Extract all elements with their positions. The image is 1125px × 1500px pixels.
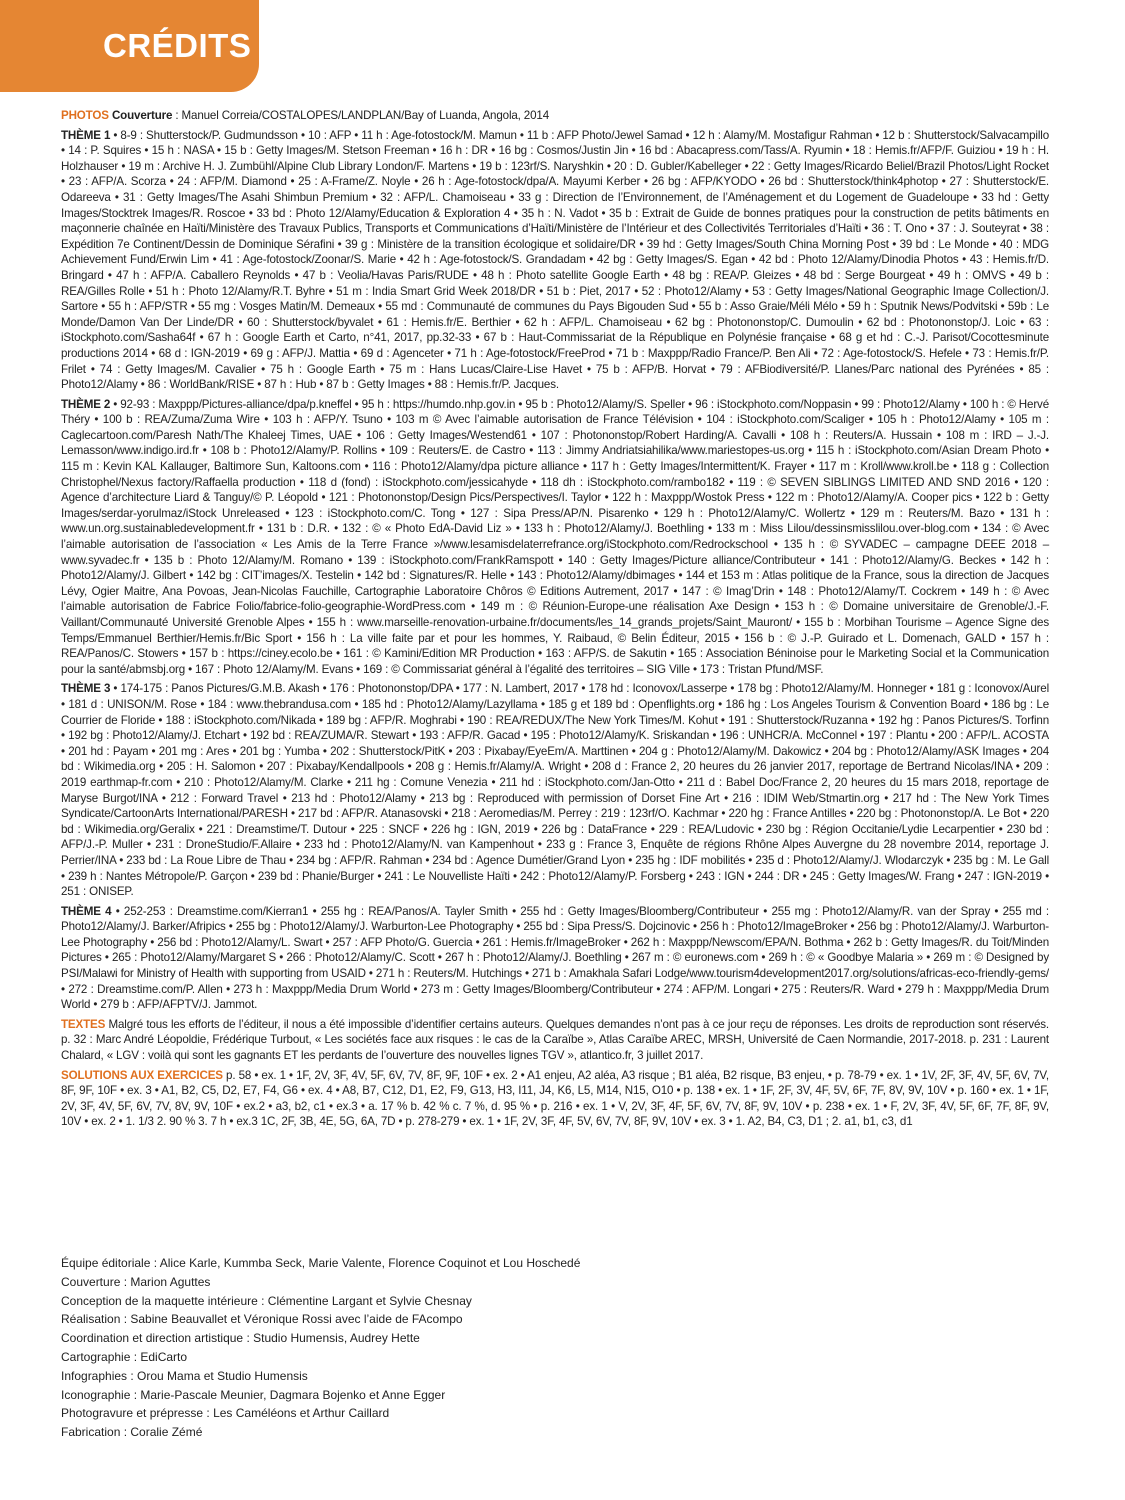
page-title: CRÉDITS xyxy=(103,27,252,64)
theme-4-text: • 252-253 : Dreamstime.com/Kierran1 • 255 hg : REA/Panos/A. Tayler Smith • 255 hd : Getty Images/Bloomberg/Contributeur • 255 mg : Photo12/Alamy/R. van der Spray • 255 md : Photo12/Alamy/J. Barker/Afripics • 255 bg : Photo12/Alamy/J. Warburton-Lee Photography • 255 bd : Sipa Press/S. Dojcinovic • 256 h : Photo12/ImageBroker • 256 bg : Photo12/Alamy/J. Warburton-Lee Photography • 256 bd : Photo12/Alamy/L. Swart • 257 : AFP Photo/G. Guercia • 261 : Hemis.fr/ImageBroker • 262 h : Maxppp/Newscom/EPA/N. Bothma • 262 b : Getty Images/R. du Toit/Minden Pictures • 265 : Photo12/Alamy/Margaret S • 266 : Photo12/Alamy/C. Scott • 267 h : Photo12/Alamy/J. Boethling • 267 m : © euronews.com • 269 h : © « Goodbye Malaria » • 269 m : © Designed by PSI/Malawi for Ministry of Health with supporting from USAID • 271 h : Reuters/M. Hutchings • 271 b : Amakhala Safari Lodge/www.tourism4development2017.org/solutions/africas-eco-friendly-gems/ • 272 : Dreamstime.com/P. Allen • 273 h : Maxppp/Media Drum World • 273 m : Getty Images/Bloomberg/Contributeur • 274 : AFP/M. Longari • 275 : Reuters/R. Ward • 279 h : Maxppp/Media Drum World • 279 b : AFP/AFPTV/J. Jammot. xyxy=(61,904,1049,1012)
theme-3-text: • 174-175 : Panos Pictures/G.M.B. Akash • 176 : Photononstop/DPA • 177 : N. Lambert, 2017 • 178 hd : Iconovox/Lasserpe • 178 bg : Photo12/Alamy/M. Honneger • 181 g : Iconovox/Aurel • 181 d : UNISON/M. Rose • 184 : www.thebrandusa.com • 185 hd : Photo12/Alamy/Lazyllama • 185 g et 189 bd : Openflights.org • 186 hg : Los Angeles Tourism & Convention Board • 186 bg : Le Courrier de Floride • 188 : iStockphoto.com/Nikada • 189 bg : AFP/R. Moghrabi • 190 : REA/REDUX/The New York Times/M. Kohut • 191 : Shutterstock/Ruzanna • 192 hg : Panos Pictures/S. Torfinn • 192 bg : Photo12/Alamy/J. Etchart • 192 bd : REA/ZUMA/R. Stewart • 193 : AFP/R. Gacad • 195 : Photo12/Alamy/K. Sriskandan • 196 : UNHCR/A. McConnel • 197 : Plantu • 200 : AFP/L. ACOSTA • 201 hd : Payam • 201 mg : Ares • 201 bg : Yumba • 202 : Shutterstock/PitK • 203 : Pixabay/EyeEm/A. Marttinen • 204 g : Photo12/Alamy/M. Dakowicz • 204 bg : Photo12/Alamy/ASK Images • 204 bd : Wikimedia.org • 205 : H. Salomon • 207 : Pixabay/Kendallpools • 208 g : Hemis.fr/Alamy/A. Wright • 208 d : France 2, 20 heures du 26 janvier 2017, reportage de Bertrand Nicolas/INA • 209 : 2019 earthmap-fr.com • 210 : Photo12/Alamy/M. Clarke • 211 hg : Comune Venezia • 211 hd : iStockphoto.com/Jan-Otto • 211 d : Babel Doc/France 2, 20 heures du 15 mars 2018, reportage de Maryse Burgot/INA • 212 : Forward Travel • 213 hd : Photo12/Alamy • 213 bg : Reproduced with permission of Dorset Fine Art • 216 : IDIM Web/Stmartin.org • 217 hd : The New York Times Syndicate/CartoonArts International/PARESH • 217 bd : AFP/R. Atanasovski • 218 : Aeromedias/M. Perrey : 219 : 123rf/O. Kachmar • 220 hg : France Antilles • 220 bg : Photononstop/A. Le Bot • 220 bd : Wikimedia.org/Geralix • 221 : Dreamstime/T. Dutour • 225 : SNCF • 226 hg : IGN, 2019 • 226 bg : DataFrance • 229 : REA/Ludovic • 230 bg : Région Occitanie/Lydie Lecarpentier • 230 bd : AFP/J.-P. Muller • 231 : DroneStudio/F.Allaire • 233 hd : Photo12/Alamy/N. van Kampenhout • 233 g : France 3, Enquête de régions Rhône Alpes Auvergne du 28 novembre 2014, reportage J. Perrier/INA • 233 bd : La Roue Libre de Thau • 234 bg : AFP/R. Rahman • 234 bd : Agence Dumétier/Grand Lyon • 235 hg : IDF mobilités • 235 d : Photo12/Alamy/J. Wlodarczyk • 235 bg : M. Le Gall • 239 h : Nantes Métropole/P. Garçon • 239 bd : Phanie/Burger • 241 : Le Nouvelliste Haïti • 242 : Photo12/Alamy/P. Forsberg • 243 : IGN • 244 : DR • 245 : Getty Images/W. Frang • 247 : IGN-2019 • 251 : ONISEP. xyxy=(61,682,1049,899)
theme-2-text: • 92-93 : Maxppp/Pictures-alliance/dpa/p.kneffel • 95 h : https://humdo.nhp.gov.in • 95 b : Photo12/Alamy/S. Speller • 96 : iStockphoto.com/Noppasin • 99 : Photo12/Alamy • 100 h : © Hervé Théry • 100 b : REA/Zuma/Zuma Wire • 103 h : AFP/Y. Tsuno • 103 m © Avec l’aimable autorisation de France Télévision • 104 : iStockphoto.com/Scaliger • 105 h : Photo12/Alamy • 105 m : Caglecartoon.com/Paresh Nath/The Khaleej Times, UAE • 106 : Getty Images/Westend61 • 107 : Photononstop/Robert Harding/A. Cavalli • 108 h : Reuters/A. Hussain • 108 m : IRD – J.-J. Lemasson/www.indigo.ird.fr • 108 b : Photo12/Alamy/P. Rollins • 109 : Reuters/E. de Castro • 113 : Jimmy Andriatsiahilika/www.mariestopes-us.org • 115 h : iStockphoto.com/Asian Dream Photo • 115 m : Kevin KAL Kallauger, Baltimore Sun, Kaltoons.com • 116 : Photo12/Alamy/dpa picture alliance • 117 h : Getty Images/Intermittent/K. Frayer • 117 m : Kroll/www.kroll.be • 118 g : Collection Christophel/Nexus factory/Raffaella production • 118 d (fond) : iStockphoto.com/jessicahyde • 118 dh : iStockphoto.com/rambo182 • 119 : © SEVEN SIBLINGS LIMITED AND SND 2016 • 120 : Agence d’architecture Liard & Tanguy/© P. Léopold • 121 : Photononstop/Design Pics/Perspectives/I. Taylor • 122 h : Maxppp/Wostok Press • 122 m : Photo12/Alamy/A. Cooper pics • 122 b : Getty Images/serdar-yorulmaz/iStock Unreleased • 123 : iStockphoto.com/C. Tong • 127 : Sipa Press/AP/N. Pisarenko • 129 h : Photo12/Alamy/C. Wollertz • 129 m : Reuters/M. Bazo • 131 h : www.un.org.sustainabledevelopment.fr • 131 b : D.R. • 132 : © « Photo EdA-David Liz » • 133 h : Photo12/Alamy/J. Boethling • 133 m : Miss Lilou/dessinsmisslilou.over-blog.com • 134 : © Avec l’aimable autorisation de l’association « Les Amis de la Terre France »/www.lesamisdelaterrefrance.org/iStockphoto.com/Redrockschool • 135 h : © SYVADEC – campagne DEEE 2018 – www.syvadec.fr • 135 b : Photo 12/Alamy/M. Romano • 139 : iStockphoto.com/FrankRamspott • 140 : Getty Images/Picture alliance/Contributeur • 141 : Photo12/Alamy/G. Beckes • 142 h : Photo12/Alamy/J. Gilbert • 142 bg : CIT’images/X. Testelin • 142 bd : Signatures/R. Helle • 143 : Photo12/Alamy/dbimages • 144 et 153 m : Atlas politique de la France, sous la direction de Jacques Lévy, Ogier Maitre, Ana Povoas, Jean-Nicolas Fauchille, Cartographie Laboratoire Chôros © Editions Autrement, 2017 • 147 : © Imag’Drin • 148 : Photo12/Alamy/T. Cockrem • 149 h : © Avec l’aimable autorisation de Fabrice Folio/fabrice-folio-geographie-WordPress.com • 149 m : © Réunion-Europe-une réalisation Axe Design • 153 h : © Domaine universitaire de Grenoble/J.-F. Vaillant/Communauté Université Grenoble Alpes • 155 h : www.marseille-renovation-urbaine.fr/documents/les_14_grands_projets/Saint_Mauront/ • 155 b : Morbihan Tourisme – Agence Signe des Temps/Emmanuel Berthier/Hemis.fr/Bic Sport • 156 h : La ville faite par et pour les hommes, Y. Raibaud, © Belin Éditeur, 2015 • 156 b : © J.-P. Guirado et L. Domenach, GALD • 157 h : REA/Panos/C. Stowers • 157 b : https://ciney.ecolo.be • 161 : © Kamini/Edition MR Production • 163 : AFP/S. de Sakutin • 165 : Association Béninoise pour le Marketing Social et la Communication pour la santé/abmsbj.org • 167 : Photo 12/Alamy/M. Evans • 169 : © Commissariat général à l’égalité des territoires – SIG Ville • 173 : Tristan Pfund/MSF. xyxy=(61,397,1049,676)
team-line: Infographies : Orou Mama et Studio Humensis xyxy=(61,1368,308,1383)
team-line: Coordination et direction artistique : Studio Humensis, Audrey Hette xyxy=(61,1331,420,1346)
theme-2-label: THÈME 2 xyxy=(61,397,111,411)
credits-body xyxy=(61,108,1049,1130)
credits-header-tab xyxy=(0,0,259,92)
theme-4-credits xyxy=(61,904,1049,1013)
theme-1-label: THÈME 1 xyxy=(61,128,111,142)
team-line: Couverture : Marion Aguttes xyxy=(61,1274,211,1289)
photos-cover-line xyxy=(61,108,1049,124)
textes-text: Malgré tous les efforts de l’éditeur, il nous a été impossible d’identifier certains auteurs. Quelques demandes n’ont pas à ce jour reçu de réponses. Les droits de reproduction sont réservés. p. 32 : Marc André Léopoldie, Frédérique Turbout, « Les sociétés face aux risques : le cas de la Caraïbe », Atlas Caraïbe AREC, MRSH, Université de Caen Normandie, 2017-2018. p. 231 : Laurent Chalard, « LGV : voilà qui sont les gagnants ET les perdants de l’ouverture des nouvelles lignes TGV », atlantico.fr, 3 juillet 2017. xyxy=(61,1017,1049,1063)
team-line: Photogravure et prépresse : Les Caméléons et Arthur Caillard xyxy=(61,1406,390,1421)
photos-label: PHOTOS xyxy=(61,109,109,122)
editorial-team xyxy=(61,1254,1049,1442)
team-line: Conception de la maquette intérieure : Clémentine Largant et Sylvie Chesnay xyxy=(61,1293,472,1308)
team-line: Réalisation : Sabine Beauvallet et Véronique Rossi avec l’aide de FAcompo xyxy=(61,1312,463,1327)
theme-3-credits xyxy=(61,681,1049,899)
theme-1-credits xyxy=(61,128,1049,393)
team-line: Fabrication : Coralie Zémé xyxy=(61,1425,203,1440)
solutions-section xyxy=(61,1068,1049,1130)
theme-1-text: • 8-9 : Shutterstock/P. Gudmundsson • 10 : AFP • 11 h : Age-fotostock/M. Mamun • 11 b : AFP Photo/Jewel Samad • 12 h : Alamy/M. Mostafigur Rahman • 12 b : Shutterstock/Salvacampillo • 14 : P. Squires • 15 h : NASA • 15 b : Getty Images/M. Stetson Freeman • 16 h : DR • 16 bg : Cosmos/Justin Jin • 16 bd : Abacapress.com/Tass/A. Ryumin • 18 : Hemis.fr/AFP/F. Guiziou • 19 h : H. Holzhauser • 19 m : Archive H. J. Zumbühl/Alpine Club Library London/F. Martens • 19 b : 123rf/S. Naryshkin • 20 : D. Gubler/Kabelleger • 22 : Getty Images/Ricardo Beliel/Brazil Photos/Light Rocket • 23 : AFP/A. Scorza • 24 : AFP/M. Diamond • 25 : A-Frame/Z. Noyle • 26 h : Age-fotostock/dpa/A. Mayumi Kerber • 26 bg : AFP/KYODO • 26 bd : Shutterstock/think4photop • 27 : Shutterstock/E. Odareeva • 31 : Getty Images/The Asahi Shimbun Premium • 32 : AFP/L. Chamoiseau • 33 g : Direction de l’Environnement, de l’Aménagement et du Logement de Guadeloupe • 33 hd : Getty Images/Stocktrek Images/R. Roscoe • 33 bd : Photo 12/Alamy/Education & Exploration 4 • 35 h : N. Vadot • 35 b : Extrait de Guide de bonnes pratiques pour la construction de petits bâtiments en maçonnerie chaînée en Haïti/Ministère des Travaux Publics, Transports et Communications d’Haïti/Ministère de l’Intérieur et des Collectivités Territoriales d’Haïti • 36 : T. Ono • 37 : J. Souteyrat • 38 : Expédition 7e Continent/Dessin de Dominique Sérafini • 39 g : Ministère de la transition écologique et solidaire/DR • 39 hd : Getty Images/South China Morning Post • 39 bd : Le Monde • 40 : MDG Achievement Fund/Erwin Lim • 41 : Age-fotostock/Zoonar/S. Marie • 42 h : Age-fotostock/S. Grandadam • 42 bg : Getty Images/S. Egan • 42 bd : Photo 12/Alamy/Dinodia Photos • 43 : Hemis.fr/D. Bringard • 47 h : AFP/A. Caballero Reynolds • 47 b : Veolia/Havas Paris/RUDE • 48 h : Photo satellite Google Earth • 48 bg : REA/P. Gleizes • 48 bd : Serge Bourgeat • 49 h : OMVS • 49 b : REA/Gilles Rolle • 51 h : Photo 12/Alamy/R.T. Byhre • 51 m : India Smart Grid Week 2018/DR • 51 b : Piet, 2017 • 52 : Photo12/Alamy • 53 : Getty Images/National Geographic Image Collection/J. Sartore • 55 h : AFP/STR • 55 mg : Vosges Matin/M. Demeaux • 55 md : Communauté de communes du Pays Bigouden Sud • 55 b : Asso Graie/Méli Mélo • 59 h : Sputnik News/Podvitski • 59b : Le Monde/Damon Van Der Linde/DR • 60 : Shutterstock/byvalet • 61 : Hemis.fr/E. Berthier • 62 h : AFP/L. Chamoiseau • 62 bg : Photononstop/C. Dumoulin • 62 bd : Photononstop/J. Loic • 63 : iStockphoto.com/Sasha64f • 67 h : Google Earth et Carto, n°41, 2017, pp.32-33 • 67 b : Haut-Commissariat de la République en Polynésie française • 68 g et hd : C.-J. Parisot/Cocottesminute productions 2014 • 68 d : IGN-2019 • 69 g : AFP/J. Mattia • 69 d : Agenceter • 71 h : Age-fotostock/FreeProd • 71 b : Maxppp/Radio France/P. Ben Ali • 72 : Age-fotostock/S. Hefele • 73 : Hemis.fr/P. Frilet • 74 : Getty Images/M. Cavalier • 75 h : Google Earth • 75 m : Hans Lucas/Claire-Lise Havet • 75 b : AFP/B. Horvat • 79 : AFBiodiversité/P. Llanes/Parc national des Pyrénées • 85 : Photo12/Alamy • 86 : WorldBank/RISE • 87 h : Hub • 87 b : Getty Images • 88 : Hemis.fr/P. Jacques. xyxy=(61,128,1049,392)
textes-label: TEXTES xyxy=(61,1017,106,1031)
theme-3-label: THÈME 3 xyxy=(61,682,111,696)
cover-label: Couverture xyxy=(111,109,173,122)
textes-section xyxy=(61,1017,1049,1064)
solutions-label: SOLUTIONS AUX EXERCICES xyxy=(61,1068,223,1082)
team-line: Cartographie : EdiCarto xyxy=(61,1349,188,1364)
cover-credit: : Manuel Correia/COSTALOPES/LANDPLAN/Bay of Luanda, Angola, 2014 xyxy=(172,109,550,122)
team-line: Iconographie : Marie-Pascale Meunier, Dagmara Bojenko et Anne Egger xyxy=(61,1387,446,1402)
team-line: Équipe éditoriale : Alice Karle, Kummba Seck, Marie Valente, Florence Coquinot et Lou Hoschedé xyxy=(61,1256,581,1270)
theme-2-credits xyxy=(61,397,1049,678)
theme-4-label: THÈME 4 xyxy=(61,904,112,918)
solutions-text: p. 58 • ex. 1 • 1F, 2V, 3F, 4V, 5F, 6V, 7V, 8F, 9F, 10F • ex. 2 • A1 enjeu, A2 aléa, A3 risque ; B1 aléa, B2 risque, B3 enjeu, • p. 78-79 • ex. 1 • 1V, 2F, 3F, 4V, 5F, 6V, 7V, 8F, 9F, 10F • ex. 3 • A1, B2, C5, D2, E7, F4, G6 • ex. 4 • A8, B7, C12, D1, E2, F9, G13, H3, I11, J4, K6, L5, M14, N15, O10 • p. 138 • ex. 1 • 1F, 2F, 3V, 4F, 5V, 6F, 7F, 8V, 9V, 10V • p. 160 • ex. 1 • 1F, 2V, 3F, 4V, 5F, 6V, 7V, 8V, 9V, 10F • ex.2 • a3, b2, c1 • ex.3 • a. 17 % b. 42 % c. 7 %, d. 95 % • p. 216 • ex. 1 • V, 2V, 3F, 4F, 5F, 6V, 7V, 8F, 9V, 10V • p. 238 • ex. 1 • F, 2V, 3F, 4V, 5F, 6F, 7F, 8F, 9V, 10V • ex. 2 • 1. 1/3 2. 90 % 3. 7 h • ex.3 1C, 2F, 3B, 4E, 5G, 6A, 7D • p. 278-279 • ex. 1 • 1F, 2V, 3F, 4F, 5V, 6V, 7V, 8F, 9V, 10V • ex. 3 • 1. A2, B4, C3, D1 ; 2. a1, b1, c3, d1 xyxy=(61,1068,1049,1129)
